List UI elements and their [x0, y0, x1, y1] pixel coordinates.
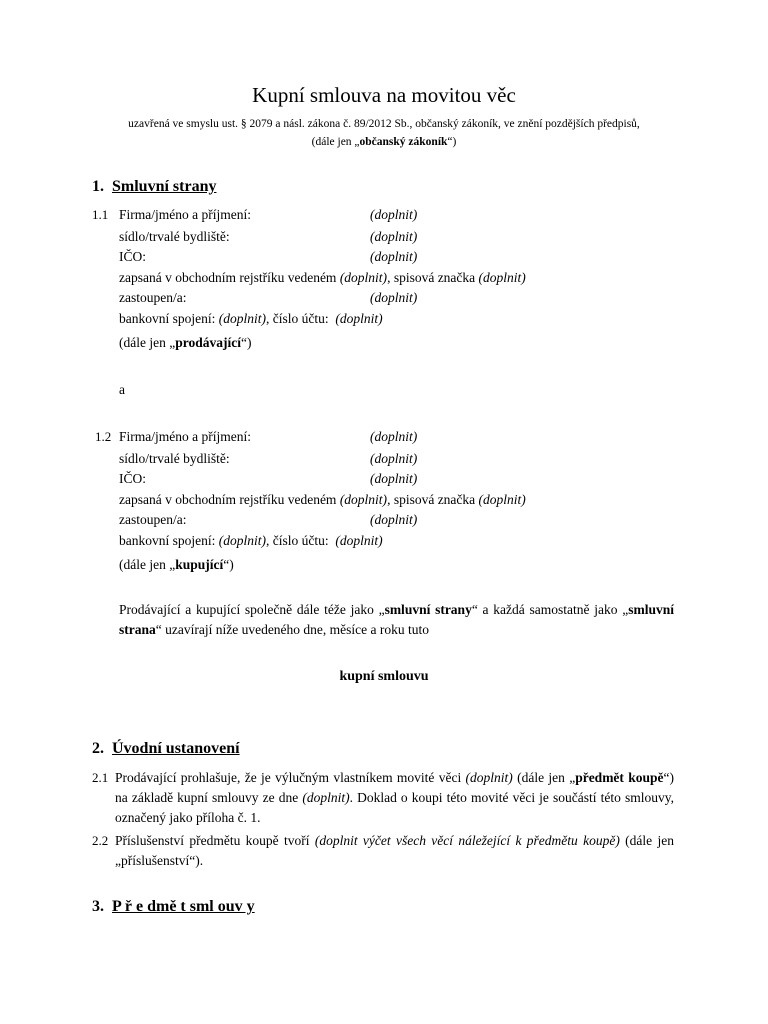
party-2-ico-label: IČO:: [119, 471, 146, 486]
party-2-bank-line: bankovní spojení: (doplnit), číslo účtu: (doplnit): [119, 533, 383, 548]
party-1-registry-line: zapsaná v obchodním rejstříku vedeném (doplnit), spisová značka (doplnit): [119, 270, 526, 285]
party-1-number: 1.1: [92, 207, 109, 222]
section-3-heading: 3. P ř e dmě t sml ouv y: [92, 898, 255, 915]
party-1-name-value: (doplnit): [370, 207, 418, 222]
party-2-address-label: sídlo/trvalé bydliště:: [119, 451, 230, 466]
party-1-ico-label: IČO:: [119, 249, 146, 264]
clause-2-1-text: Prodávající prohlašuje, že je výlučným vlastníkem movité věci (doplnit) (dále jen „předmět koupě“) na základě kupní smlouvy ze dne (doplnit). Doklad o koupi této movité věci je součástí této smlouvy, označený jako příloha č. 1.: [115, 770, 674, 825]
party-1-alias: (dále jen „prodávající“): [119, 335, 252, 350]
clause-2-2-number: 2.2: [92, 833, 109, 848]
party-1-rep-value: (doplnit): [370, 290, 418, 305]
clause-2-1-number: 2.1: [92, 770, 109, 785]
document-title: Kupní smlouva na movitou věc: [252, 83, 516, 107]
parties-paragraph: Prodávající a kupující společně dále téže jako „smluvní strany“ a každá samostatně jako „smluvní strana“ uzavírají níže uvedeného dne, měsíce a roku tuto: [119, 602, 674, 637]
party-2-address-value: (doplnit): [370, 451, 418, 466]
party-2-name-label: Firma/jméno a příjmení:: [119, 429, 251, 444]
conjunction: a: [119, 382, 125, 397]
party-2-ico-value: (doplnit): [370, 471, 418, 486]
clause-2-2-text: Příslušenství předmětu koupě tvoří (doplnit výčet všech věcí náležející k předmětu koupě) (dále jen „příslušenství“).: [115, 833, 674, 868]
section-1-heading: 1. Smluvní strany: [92, 178, 217, 195]
section-2-heading: 2. Úvodní ustanovení: [92, 740, 240, 757]
party-1-bank-line: bankovní spojení: (doplnit), číslo účtu: (doplnit): [119, 311, 383, 326]
party-2-name-value: (doplnit): [370, 429, 418, 444]
party-2-rep-label: zastoupen/a:: [119, 512, 187, 527]
party-2-number: 1.2: [95, 429, 112, 444]
party-2-rep-value: (doplnit): [370, 512, 418, 527]
party-1-address-value: (doplnit): [370, 229, 418, 244]
party-1-address-label: sídlo/trvalé bydliště:: [119, 229, 230, 244]
party-2-registry-line: zapsaná v obchodním rejstříku vedeném (doplnit), spisová značka (doplnit): [119, 492, 526, 507]
contract-heading: kupní smlouvu: [339, 669, 429, 684]
party-1-rep-label: zastoupen/a:: [119, 290, 187, 305]
party-1-ico-value: (doplnit): [370, 249, 418, 264]
document-subtitle: uzavřená ve smyslu ust. § 2079 a násl. zákona č. 89/2012 Sb., občanský zákoník, ve znění pozdějších předpisů,: [128, 118, 640, 130]
party-2-alias: (dále jen „kupující“): [119, 557, 234, 572]
party-1-name-label: Firma/jméno a příjmení:: [119, 207, 251, 222]
document-subtitle-alias: (dále jen „občanský zákoník“): [311, 136, 457, 148]
